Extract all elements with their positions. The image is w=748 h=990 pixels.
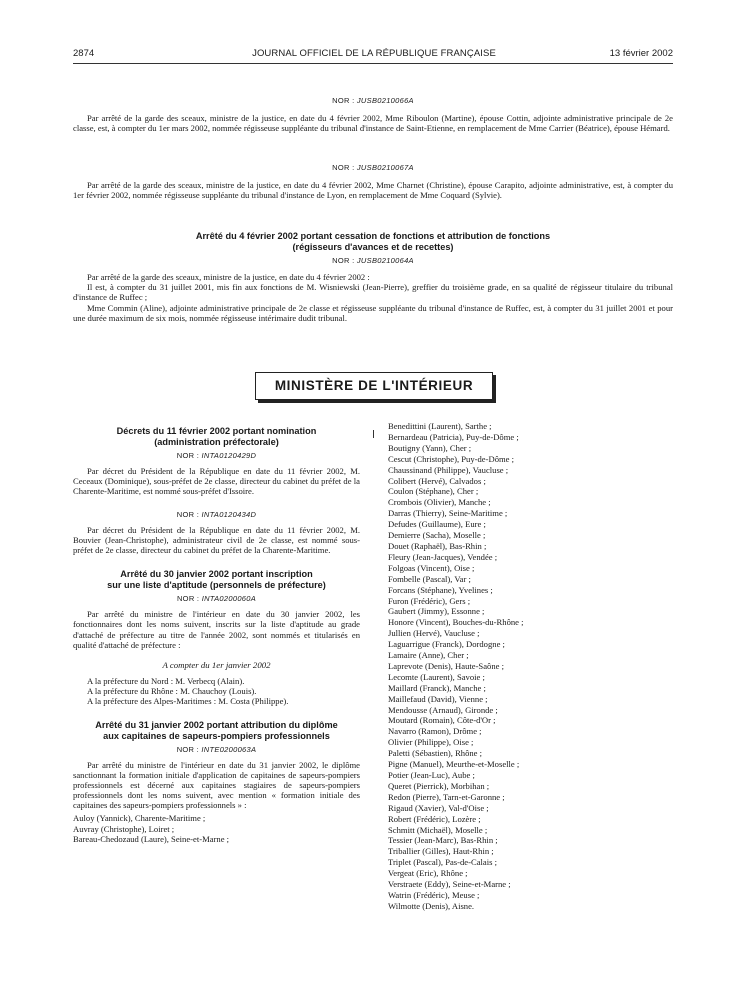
ministry-heading: MINISTÈRE DE L'INTÉRIEUR [255, 372, 493, 400]
list-item: Defudes (Guillaume), Eure ; [388, 519, 486, 530]
nor-reference: NOR : INTE0200063A [176, 744, 257, 754]
list-item: Verstraete (Eddy), Seine-et-Marne ; [388, 879, 511, 890]
list-item: Potier (Jean-Luc), Aube ; [388, 770, 475, 780]
list-item: Bareau-Chedozaud (Laure), Seine-et-Marne ; [73, 834, 230, 845]
list-item: Furon (Frédéric), Gers ; [388, 595, 471, 606]
list-item: Gaubert (Jimmy), Essonne ; [388, 606, 485, 617]
decree-title: Arrêté du 30 janvier 2002 portant inscription [120, 569, 313, 580]
list-item: Tessier (Jean-Marc), Bas-Rhin ; [388, 835, 498, 846]
nor-code: JUSB0210066A [356, 96, 414, 105]
list-item: Triplet (Pascal), Pas-de-Calais ; [388, 857, 497, 868]
list-item: A la préfecture du Rhône : M. Chauchoy (Louis). [87, 686, 257, 697]
list-item: Coulon (Stéphane), Cher ; [388, 486, 479, 497]
decree-body: Par arrêté de la garde des sceaux, ministre de la justice, en date du 4 février 2002 : Il est, à compter du 31 juillet 2001, mis fin aux fonctions de M. Wisniewski (Jean-Pierre), greffier du troisième grade, en sa qualité de régisseur titulaire du tribunal d'instance de Ruffec ; Mme Commin (Aline), adjointe administrative principale de 2e classe et régisseuse suppléante du tribunal d'instance de Ruffec, est, à compter du 31 juillet 2001 et pour une durée maximum de six mois, nommée régisseuse intérimaire dudit tribunal. [73, 272, 673, 323]
decree-paragraph: Par arrêté de la garde des sceaux, ministre de la justice, en date du 4 février 2002, Mme Charnet (Christine), épouse Carapito, adjointe administrative, est, à compter du 1er février 2002, nommée régisseuse suppléante du tribunal d'instance de Lyon, en remplacement de Mme Coquard (Sylvie). [73, 180, 673, 201]
list-item: Maillard (Franck), Manche ; [388, 682, 486, 693]
nor-reference: NOR : INTA0120434D [176, 509, 257, 519]
nor-reference [73, 163, 673, 172]
list-item: Maillefaud (David), Vienne ; [388, 693, 488, 704]
page-number: 2874 [73, 48, 95, 59]
name-list [388, 421, 675, 912]
list-item: Rigaud (Xavier), Val-d'Oise ; [388, 802, 489, 813]
list-item: Wilmotte (Denis), Aisne. [388, 900, 475, 911]
decree-paragraph: Par arrêté du ministre de l'intérieur en date du 30 janvier 2002, les fonctionnaires dont les noms suivent, inscrits sur la liste d'aptitude au grade d'attaché de préfecture au titre de l'année 2002, sont nommés et titularisés en qualité d'attaché de préfecture : [73, 609, 360, 650]
list-item: Moutard (Romain), Côte-d'Or ; [388, 715, 496, 726]
list-item: Folgoas (Vincent), Oise ; [388, 562, 475, 573]
list-item: Navarro (Ramon), Drôme ; [388, 726, 482, 737]
decree-paragraph: Par arrêté du ministre de l'intérieur en date du 31 janvier 2002, le diplôme sanctionnant la formation initiale d'application de capitaines de sapeurs-pompiers professionnels est décerné aux capitaines stagiaires de sapeurs-pompiers professionnels dont les noms suivent, avec mention « formation initiale des capitaines des sapeurs-pompiers professionnels » : [73, 759, 360, 811]
left-column [73, 426, 360, 845]
list-item: Bernardeau (Patricia), Puy-de-Dôme ; [388, 431, 519, 442]
list-item: A la préfecture du Nord : M. Verbecq (Alain). [87, 676, 245, 687]
issue-date: 13 février 2002 [609, 48, 673, 59]
list-item: Laprevote (Denis), Haute-Saône ; [388, 660, 504, 671]
nor-code: JUSB0210067A [356, 163, 414, 172]
list-item: Auvray (Christophe), Loiret ; [73, 823, 175, 834]
column-divider [373, 430, 374, 438]
nor-label: NOR : [332, 256, 355, 265]
decree-paragraph: Par décret du Président de la République en date du 11 février 2002, M. Ceceaux (Dominique), sous-préfet de 2e classe, directeur du cabinet du préfet de la Charente-Maritime, est nommé sous-préfet d'Issoire. [73, 466, 360, 497]
list-item: Colibert (Hervé), Calvados ; [388, 475, 486, 486]
decree-title: Arrêté du 31 janvier 2002 portant attribution du diplôme [95, 719, 338, 730]
list-item: Honore (Vincent), Bouches-du-Rhône ; [388, 617, 524, 628]
nor-label: NOR : [332, 163, 355, 172]
nor-reference: NOR : INTA0120429D [176, 451, 257, 460]
nor-code: JUSB0210064A [356, 256, 414, 265]
page-header [0, 48, 748, 62]
decree-title: (administration préfectorale) [154, 437, 279, 447]
list-item: Boutigny (Yann), Cher ; [388, 442, 472, 453]
decree-title: aux capitaines de sapeurs-pompiers professionnels [103, 730, 330, 741]
list-item: Watrin (Frédéric), Meuse ; [388, 889, 480, 900]
decree-paragraph: Par arrêté de la garde des sceaux, ministre de la justice, en date du 4 février 2002, Mme Riboulon (Martine), épouse Cottin, adjointe administrative principale de 2e classe, est, à compter du 1er mars 2002, nommée régisseuse suppléante du tribunal d'instance de Saint-Etienne, en remplacement de Mme Carrier (Béatrice), épouse Hémard. [73, 113, 673, 134]
list-item: Lamaire (Anne), Cher ; [388, 650, 469, 661]
list-item: Queret (Pierrick), Morbihan ; [388, 780, 490, 791]
nor-label: NOR : [332, 96, 355, 105]
list-item: Schmitt (Michaël), Moselle ; [388, 824, 488, 835]
decree-paragraph: Par décret du Président de la République en date du 11 février 2002, M. Bouvier (Jean-Christophe), administrateur civil de 2e classe, est nommé sous-préfet de 2e classe, directeur du cabinet du préfet de la Charente-Maritime. [73, 524, 360, 556]
list-item: Laguarrigue (Franck), Dordogne ; [388, 639, 505, 650]
list-item: Vergeat (Eric), Rhône ; [388, 868, 468, 879]
effective-date-heading: A compter du 1er janvier 2002 [162, 660, 271, 671]
list-item: Lecomte (Laurent), Savoie ; [388, 671, 485, 682]
list-item: Douet (Raphaël), Bas-Rhin ; [388, 540, 487, 551]
decree-title: Décrets du 11 février 2002 portant nomination [116, 426, 317, 436]
header-rule [73, 63, 673, 64]
list-item: Mendousse (Arnaud), Gironde ; [388, 704, 498, 715]
list-item: Auloy (Yannick), Charente-Maritime ; [73, 812, 206, 823]
list-item: Forcans (Stéphane), Yvelines ; [388, 584, 493, 595]
list-item: Triballier (Gilles), Haut-Rhin ; [388, 846, 494, 857]
list-item: Fombelle (Pascal), Var ; [388, 573, 471, 584]
list-item: Demierre (Sacha), Moselle ; [388, 530, 486, 541]
name-list [73, 813, 360, 846]
nor-reference [73, 96, 673, 105]
decree-title: Arrêté du 4 février 2002 portant cessation de fonctions et attribution de fonctions (régisseurs d'avances et de recettes) [195, 231, 551, 252]
list-item: Darras (Thierry), Seine-Maritime ; [388, 508, 508, 519]
list-item: Pigne (Manuel), Meurthe-et-Moselle ; [388, 759, 520, 770]
list-item: Redon (Pierre), Tarn-et-Garonne ; [388, 791, 505, 802]
nor-reference: NOR : INTA0200060A [176, 594, 257, 604]
nor-reference [73, 256, 673, 265]
list-item: Crombois (Olivier), Manche ; [388, 497, 491, 508]
list-item: Cescut (Christophe), Puy-de-Dôme ; [388, 453, 515, 464]
list-item: Fleury (Jean-Jacques), Vendée ; [388, 551, 498, 562]
prefecture-list [73, 676, 360, 707]
journal-title: JOURNAL OFFICIEL DE LA RÉPUBLIQUE FRANÇAISE [252, 48, 496, 59]
list-item: Robert (Frédéric), Lozère ; [388, 813, 481, 824]
list-item: A la préfecture des Alpes-Maritimes : M. Costa (Philippe). [87, 696, 289, 707]
list-item: Chaussinand (Philippe), Vaucluse ; [388, 464, 509, 475]
right-column [388, 421, 675, 912]
list-item: Paletti (Sébastien), Rhône ; [388, 748, 483, 759]
list-item: Olivier (Philippe), Oise ; [388, 737, 474, 748]
decree-title: sur une liste d'aptitude (personnels de préfecture) [107, 580, 326, 591]
list-item: Jullien (Hervé), Vaucluse ; [388, 628, 480, 639]
list-item: Benedittini (Laurent), Sarthe ; [388, 421, 492, 431]
